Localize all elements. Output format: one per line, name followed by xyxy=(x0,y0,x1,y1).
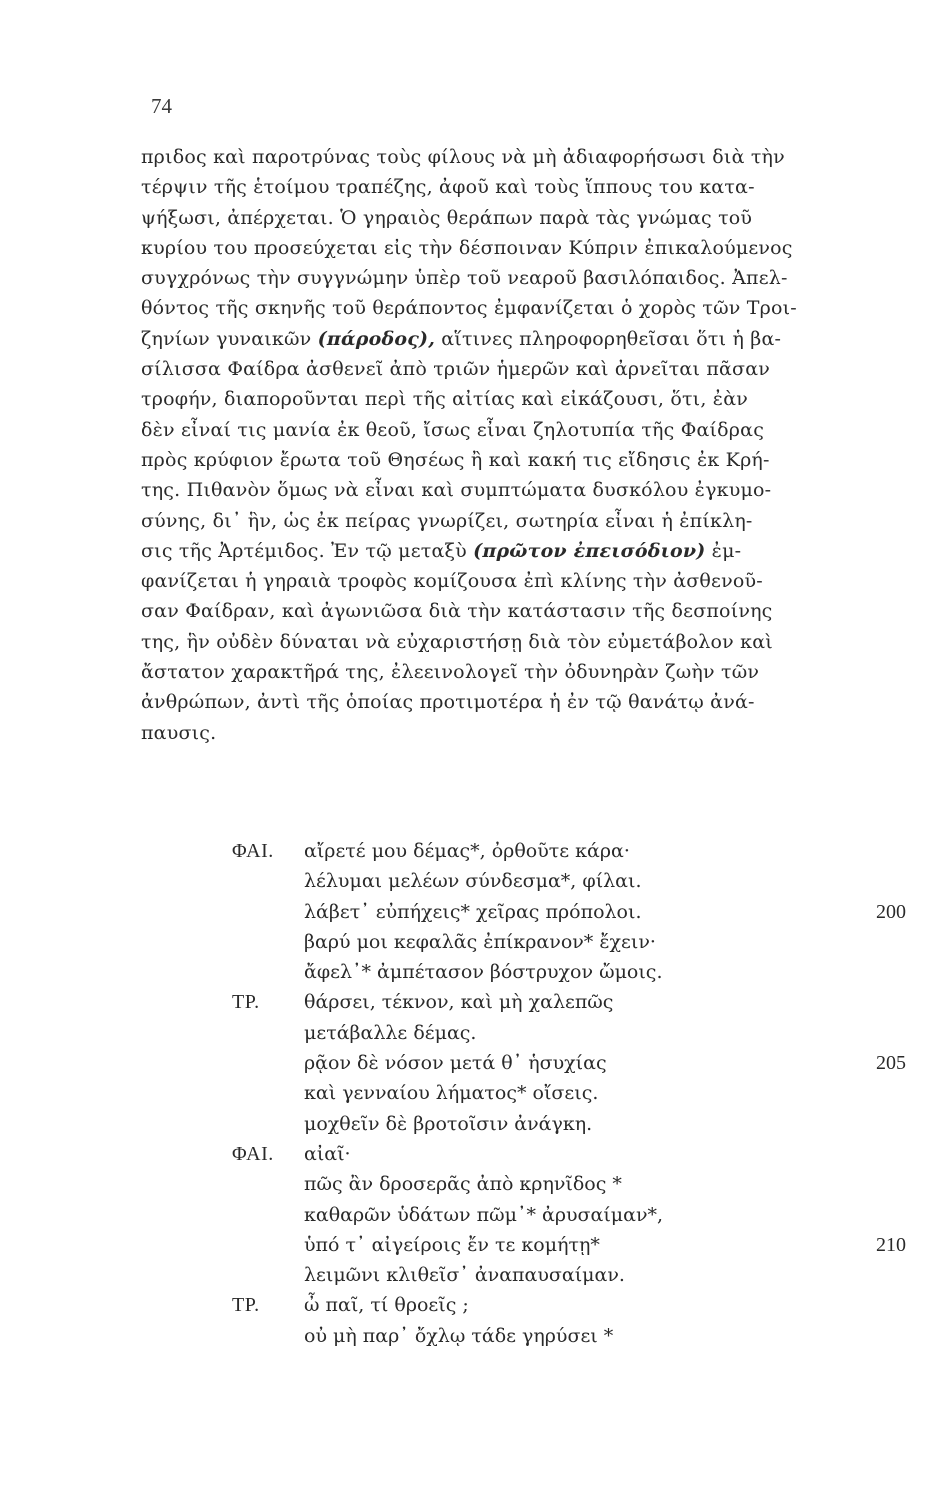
verse-text: οὐ μὴ παρ᾽ ὄχλῳ τάδε γηρύσει * xyxy=(304,1324,614,1347)
prose-fragment: αἵτινες πληροφορηθεῖσαι ὅτι ἡ βα- xyxy=(435,327,782,350)
verse-line xyxy=(0,1290,926,1320)
verse-text: αἴρετέ μου δέμας*, ὀρθοῦτε κάρα· xyxy=(304,840,630,862)
verse-line xyxy=(0,836,926,866)
verse-line xyxy=(0,1200,926,1230)
verse-line xyxy=(0,1109,926,1139)
verse-line xyxy=(0,866,926,896)
verse-text: ρᾷον δὲ νόσον μετά θ᾽ ἡσυχίας xyxy=(304,1052,607,1075)
speaker-label: ΤΡ. xyxy=(232,991,260,1014)
verse-line xyxy=(0,1018,926,1048)
verse-text: βαρύ μοι κεφαλᾶς ἐπίκρανον* ἔχειν· xyxy=(304,930,656,953)
verse-text: λάβετ᾽ εὐπήχεις* χεῖρας πρόπολοι. xyxy=(304,900,642,923)
line-number: 200 xyxy=(876,900,906,923)
verse-text: πῶς ἂν δροσερᾶς ἀπὸ κρηνῖδος * xyxy=(304,1173,622,1196)
verse-text: λέλυμαι μελέων σύνδεσμα*, φίλαι. xyxy=(304,870,642,893)
prose-line: πριδος καὶ παροτρύνας τοὺς φίλους νὰ μὴ ἀδιαφορήσωσι διὰ τὴν xyxy=(141,146,785,168)
speaker-label: ΦΑΙ. xyxy=(232,840,274,862)
prose-line: της, ἣν οὐδὲν δύναται νὰ εὐχαριστήσῃ διὰ τὸν εὐμετάβολον καὶ xyxy=(141,630,773,653)
verse-line xyxy=(0,957,926,987)
verse-text: καὶ γενναίου λήματος* οἴσεις. xyxy=(304,1082,599,1105)
verse-text: μοχθεῖν δὲ βροτοῖσιν ἀνάγκη. xyxy=(304,1112,593,1135)
speaker-label: ΦΑΙ. xyxy=(232,1142,274,1165)
verse-passage xyxy=(0,836,926,1351)
verse-line xyxy=(0,897,926,927)
prose-line: της. Πιθανὸν ὅμως νὰ εἶναι καὶ συμπτώματα δυσκόλου ἐγκυμο- xyxy=(141,479,772,502)
prose-line: φανίζεται ἡ γηραιὰ τροφὸς κομίζουσα ἐπὶ κλίνης τὴν ἀσθενοῦ- xyxy=(141,570,763,593)
verse-text: αἰαῖ· xyxy=(304,1142,351,1165)
verse-line xyxy=(0,1321,926,1351)
prose-line: σύνης, δι᾽ ἣν, ὡς ἐκ πείρας γνωρίζει, σωτηρία εἶναι ἡ ἐπίκλη- xyxy=(141,509,753,532)
verse-line xyxy=(0,1230,926,1260)
prose-line: παυσις. xyxy=(141,721,217,744)
prose-line: ἄστατον χαρακτῆρά της, ἐλεεινολογεῖ τὴν ὀδυνηρὰν ζωὴν τῶν xyxy=(141,661,760,684)
prose-line xyxy=(141,324,821,354)
prose-line: ἀνθρώπων, ἀντὶ τῆς ὁποίας προτιμοτέρα ἡ ἐν τῷ θανάτῳ ἀνά- xyxy=(141,691,755,714)
verse-line xyxy=(0,987,926,1017)
prose-fragment: ζηνίων γυναικῶν xyxy=(141,327,318,350)
verse-text: λειμῶνι κλιθεῖσ᾽ ἀναπαυσαίμαν. xyxy=(304,1264,625,1287)
verse-text: ὑπό τ᾽ αἰγείροις ἔν τε κομήτῃ* xyxy=(304,1233,600,1256)
verse-line xyxy=(0,927,926,957)
page-number: 74 xyxy=(151,94,172,118)
summary-paragraph xyxy=(141,142,821,748)
section-heading: (πρῶτον ἐπεισόδιον) xyxy=(473,539,706,562)
verse-line xyxy=(0,1260,926,1290)
prose-line: ψήξωσι, ἀπέρχεται. Ὁ γηραιὸς θεράπων παρὰ τὰς γνώμας τοῦ xyxy=(141,206,753,229)
verse-text: θάρσει, τέκνον, καὶ μὴ χαλεπῶς xyxy=(304,991,614,1014)
verse-line xyxy=(0,1139,926,1169)
verse-line xyxy=(0,1169,926,1199)
prose-line: σαν Φαίδραν, καὶ ἀγωνιῶσα διὰ τὴν κατάστασιν τῆς δεσποίνης xyxy=(141,600,773,623)
prose-line: θόντος τῆς σκηνῆς τοῦ θεράποντος ἐμφανίζεται ὁ χορὸς τῶν Τροι- xyxy=(141,297,797,320)
verse-line xyxy=(0,1048,926,1078)
prose-line: σίλισσα Φαίδρα ἀσθενεῖ ἀπὸ τριῶν ἡμερῶν καὶ ἀρνεῖται πᾶσαν xyxy=(141,358,770,381)
verse-text: μετάβαλλε δέμας. xyxy=(304,1021,477,1044)
verse-text: καθαρῶν ὑδάτων πῶμ᾽* ἀρυσαίμαν*, xyxy=(304,1203,664,1226)
prose-line: τροφήν, διαποροῦνται περὶ τῆς αἰτίας καὶ εἰκάζουσι, ὅτι, ἐὰν xyxy=(141,388,748,411)
prose-line: τέρψιν τῆς ἑτοίμου τραπέζης, ἀφοῦ καὶ τοὺς ἵππους του κατα- xyxy=(141,176,755,199)
line-number: 210 xyxy=(876,1233,906,1256)
verse-text: ἄφελ᾽* ἀμπέτασον βόστρυχον ὤμοις. xyxy=(304,961,663,984)
verse-text: ὦ παῖ, τί θροεῖς ; xyxy=(304,1294,469,1317)
section-heading: (πάροδος), xyxy=(317,327,436,350)
prose-line: συγχρόνως τὴν συγγνώμην ὑπὲρ τοῦ νεαροῦ βασιλόπαιδος. Ἀπελ- xyxy=(141,267,788,290)
prose-line: πρὸς κρύφιον ἔρωτα τοῦ Θησέως ἢ καὶ κακή τις εἴδησις ἐκ Κρή- xyxy=(141,448,770,471)
prose-line: κυρίου του προσεύχεται εἰς τὴν δέσποιναν Κύπριν ἐπικαλούμενος xyxy=(141,236,793,259)
prose-line xyxy=(141,536,821,566)
line-number: 205 xyxy=(876,1052,906,1075)
verse-line xyxy=(0,1078,926,1108)
speaker-label: ΤΡ. xyxy=(232,1294,260,1317)
prose-fragment: ἐμ- xyxy=(705,539,742,562)
prose-line: δὲν εἶναί τις μανία ἐκ θεοῦ, ἴσως εἶναι ζηλοτυπία τῆς Φαίδρας xyxy=(141,418,765,441)
prose-fragment: σις τῆς Ἀρτέμιδος. Ἐν τῷ μεταξὺ xyxy=(141,539,474,562)
